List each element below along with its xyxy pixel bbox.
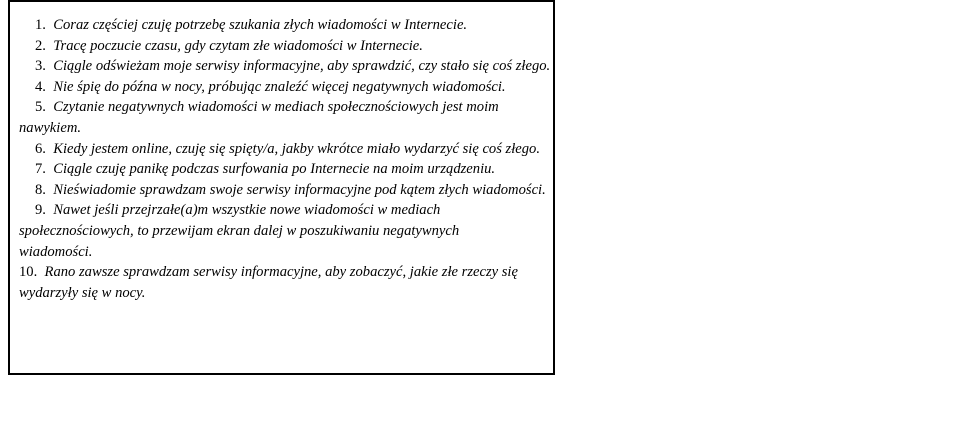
item-text: Ciągle odświeżam moje serwisy informacyjne, aby sprawdzić, czy stało się coś złego. bbox=[53, 58, 551, 75]
list-item bbox=[19, 56, 552, 77]
item-number: 7. bbox=[35, 161, 46, 178]
list-item bbox=[19, 159, 552, 180]
list-item bbox=[19, 200, 552, 262]
item-text: Kiedy jestem online, czuję się spięty/a, jakby wkrótce miało wydarzyć się coś złego. bbox=[53, 140, 540, 157]
list-item bbox=[19, 262, 552, 303]
item-number: 4. bbox=[35, 78, 46, 95]
questionnaire-list bbox=[19, 15, 552, 303]
item-text: Nieświadomie sprawdzam swoje serwisy informacyjne pod kątem złych wiadomości. bbox=[53, 181, 546, 198]
item-number: 6. bbox=[35, 140, 46, 157]
list-item bbox=[19, 97, 552, 138]
item-text: Ciągle czuję panikę podczas surfowania po Internecie na moim urządzeniu. bbox=[53, 161, 496, 178]
list-item bbox=[19, 36, 552, 57]
questionnaire-box bbox=[8, 0, 555, 375]
item-text: Tracę poczucie czasu, gdy czytam złe wiadomości w Internecie. bbox=[53, 37, 423, 54]
item-number: 8. bbox=[35, 181, 46, 198]
list-item bbox=[19, 15, 552, 36]
item-text: Coraz częściej czuję potrzebę szukania złych wiadomości w Internecie. bbox=[53, 17, 468, 33]
item-text: Czytanie negatywnych wiadomości w mediach społecznościowych jest moim nawykiem. bbox=[19, 99, 499, 136]
list-item bbox=[19, 77, 552, 98]
list-item bbox=[19, 139, 552, 160]
item-number: 5. bbox=[35, 99, 46, 116]
list-item bbox=[19, 180, 552, 201]
item-number: 10. bbox=[19, 264, 38, 281]
item-number: 2. bbox=[35, 37, 46, 54]
item-number: 1. bbox=[35, 17, 46, 33]
item-text: Nawet jeśli przejrzałe(a)m wszystkie nowe wiadomości w mediach społecznościowych, to przewijam ekran dalej w poszukiwaniu negatywnych wiadomości. bbox=[19, 202, 460, 260]
item-number: 3. bbox=[35, 58, 46, 75]
item-text: Rano zawsze sprawdzam serwisy informacyjne, aby zobaczyć, jakie złe rzeczy się wydarzyły się w nocy. bbox=[19, 264, 518, 301]
item-number: 9. bbox=[35, 202, 46, 219]
item-text: Nie śpię do późna w nocy, próbując znaleźć więcej negatywnych wiadomości. bbox=[53, 78, 506, 95]
